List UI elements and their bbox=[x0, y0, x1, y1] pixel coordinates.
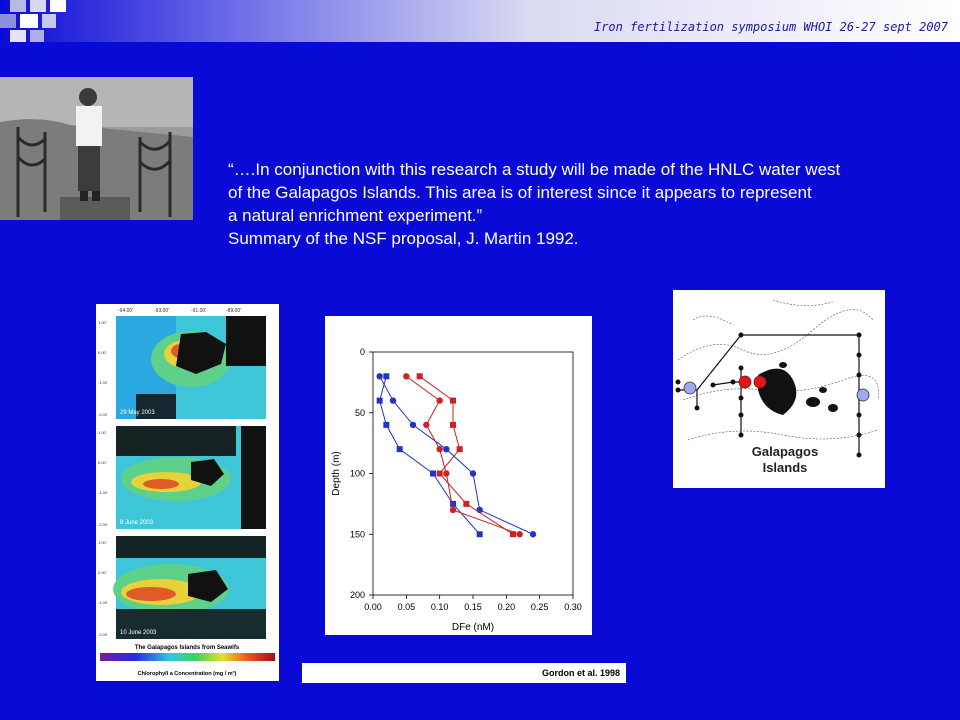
x-tick-label: 0.20 bbox=[497, 602, 516, 612]
svg-text:-89.00': -89.00' bbox=[226, 308, 242, 314]
map-date-label: 29 May 2003 bbox=[120, 410, 155, 416]
svg-text:-1.00': -1.00' bbox=[98, 600, 108, 605]
y-tick-label: 100 bbox=[349, 468, 365, 479]
data-point bbox=[383, 422, 389, 428]
data-point bbox=[377, 398, 383, 404]
svg-text:0.00': 0.00' bbox=[98, 350, 107, 355]
quote-line: “….In conjunction with this research a study will be made of the HNLC water west bbox=[228, 160, 841, 179]
x-tick-label: 0.05 bbox=[397, 602, 416, 612]
svg-text:-93.00': -93.00' bbox=[154, 308, 170, 314]
map-date-label: 10 June 2003 bbox=[120, 630, 157, 636]
decorative-square bbox=[10, 0, 26, 12]
data-point bbox=[450, 422, 456, 428]
series-line bbox=[406, 376, 519, 534]
map-title: Galapagos bbox=[751, 444, 819, 459]
x-tick-label: 0.25 bbox=[530, 602, 549, 612]
data-point bbox=[450, 507, 456, 513]
dfe-depth-chart bbox=[325, 316, 592, 635]
galapagos-station-map bbox=[673, 290, 885, 488]
svg-text:-91.00': -91.00' bbox=[191, 308, 207, 314]
station-marker bbox=[684, 382, 696, 394]
data-point bbox=[443, 470, 449, 476]
y-tick-label: 50 bbox=[354, 407, 365, 418]
seawifs-map-panel bbox=[96, 304, 279, 681]
data-point bbox=[436, 446, 442, 452]
svg-text:-2.00': -2.00' bbox=[98, 632, 108, 637]
decorative-square bbox=[30, 30, 44, 42]
data-point bbox=[430, 471, 436, 477]
svg-text:0.00': 0.00' bbox=[98, 570, 107, 575]
data-point bbox=[410, 422, 416, 428]
data-point bbox=[437, 471, 443, 477]
data-point bbox=[436, 397, 442, 403]
x-tick-label: 0.10 bbox=[430, 602, 449, 612]
station-marker bbox=[754, 376, 766, 388]
map-date-label: 8 June 2003 bbox=[120, 520, 154, 526]
data-point bbox=[397, 446, 403, 452]
colorbar bbox=[100, 653, 275, 661]
quote-block bbox=[228, 158, 928, 250]
quote-line: of the Galapagos Islands. This area is of interest since it appears to represent bbox=[228, 183, 812, 202]
data-point bbox=[390, 397, 396, 403]
y-axis-label: Depth (m) bbox=[331, 451, 342, 496]
data-point bbox=[423, 422, 429, 428]
data-point bbox=[477, 531, 483, 537]
data-point bbox=[463, 501, 469, 507]
station-marker bbox=[739, 376, 751, 388]
svg-text:-94.00': -94.00' bbox=[118, 308, 134, 314]
series-line bbox=[380, 376, 533, 534]
credit-box bbox=[302, 663, 626, 683]
portrait-photo bbox=[0, 77, 193, 220]
x-tick-label: 0.30 bbox=[564, 602, 582, 612]
data-point bbox=[516, 531, 522, 537]
decorative-square bbox=[42, 14, 56, 28]
svg-text:-2.00': -2.00' bbox=[98, 522, 108, 527]
credit-text: Gordon et al. 1998 bbox=[541, 668, 620, 678]
quote-line: a natural enrichment experiment.” bbox=[228, 206, 483, 225]
svg-text:1.00': 1.00' bbox=[98, 430, 107, 435]
svg-text:-2.00': -2.00' bbox=[98, 412, 108, 417]
chart-svg bbox=[325, 316, 592, 635]
y-tick-label: 150 bbox=[349, 529, 365, 540]
data-point bbox=[450, 398, 456, 404]
svg-text:-1.00': -1.00' bbox=[98, 490, 108, 495]
seawifs-title: The Galapagos Islands from Seawifs bbox=[134, 645, 240, 651]
data-point bbox=[443, 446, 449, 452]
station-marker bbox=[857, 389, 869, 401]
x-axis-label: DFe (nM) bbox=[451, 622, 495, 633]
data-point bbox=[417, 373, 423, 379]
y-tick-label: 0 bbox=[359, 347, 365, 357]
x-tick-label: 0.15 bbox=[464, 602, 482, 612]
colorbar-label: Chlorophyll a Concentration (mg / m³) bbox=[137, 671, 237, 677]
quote-citation: Summary of the NSF proposal, J. Martin 1992. bbox=[228, 229, 579, 248]
data-point bbox=[403, 373, 409, 379]
x-tick-label: 0.00 bbox=[364, 602, 382, 612]
decorative-square bbox=[20, 14, 38, 28]
map-title: Islands bbox=[762, 460, 808, 475]
decorative-square bbox=[0, 14, 16, 28]
header-title: Iron fertilization symposium WHOI 26-27 sept 2007 bbox=[593, 20, 948, 34]
data-point bbox=[530, 531, 536, 537]
series-line bbox=[420, 376, 513, 534]
svg-text:-1.00': -1.00' bbox=[98, 380, 108, 385]
data-point bbox=[470, 470, 476, 476]
decorative-square bbox=[30, 0, 46, 12]
svg-text:1.00': 1.00' bbox=[98, 320, 107, 325]
decorative-square bbox=[50, 0, 66, 12]
y-tick-label: 200 bbox=[349, 590, 365, 600]
data-point bbox=[383, 373, 389, 379]
data-point bbox=[450, 501, 456, 507]
svg-text:1.00': 1.00' bbox=[98, 540, 107, 545]
data-point bbox=[376, 373, 382, 379]
decorative-square bbox=[10, 30, 26, 42]
data-point bbox=[457, 446, 463, 452]
svg-text:0.00': 0.00' bbox=[98, 460, 107, 465]
